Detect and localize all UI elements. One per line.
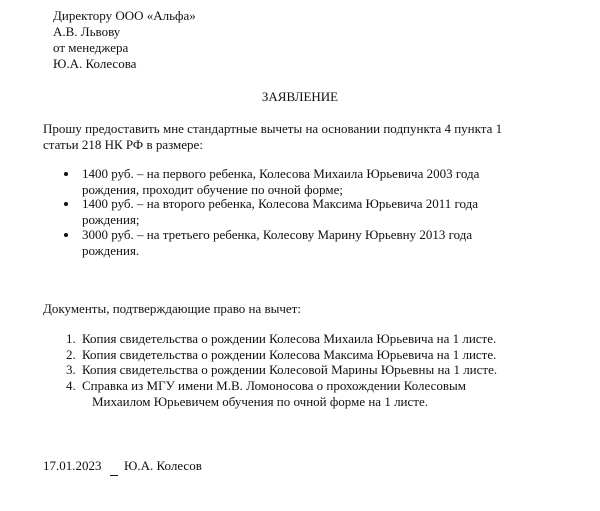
addressee-line-2: А.В. Львову (53, 24, 121, 39)
signature-line (110, 475, 118, 476)
sender-line-1: от менеджера (53, 40, 129, 55)
intro-line-1: Прошу предоставить мне стандартные вычеты на основании подпункта 4 пункта 1 (43, 121, 503, 136)
document-number-2: 2. (66, 347, 76, 362)
document-number-3: 3. (66, 362, 76, 377)
document-item-4-cont: Михаилом Юрьевичем обучения по очной форме на 1 листе. (92, 394, 428, 409)
document-item-3: Копия свидетельства о рождении Колесовой Марины Юрьевны на 1 листе. (82, 362, 498, 377)
deduction-item-3: 3000 руб. – на третьего ребенка, Колесову Марину Юрьевну 2013 года (82, 227, 473, 242)
signature-name: Ю.А. Колесов (124, 458, 202, 473)
deduction-item-1-cont: рождения, проходит обучение по очной форме; (82, 182, 343, 197)
signature-date: 17.01.2023 (43, 458, 102, 473)
deduction-item-3-cont: рождения. (82, 243, 140, 258)
addressee-line-1: Директору ООО «Альфа» (53, 8, 196, 23)
sender-line-2: Ю.А. Колесова (53, 56, 137, 71)
deduction-item-2-cont: рождения; (82, 212, 140, 227)
document-number-1: 1. (66, 331, 76, 346)
deduction-item-2: 1400 руб. – на второго ребенка, Колесова Максима Юрьевича 2011 года (82, 196, 479, 211)
intro-line-2: статьи 218 НК РФ в размере: (43, 137, 203, 152)
document-item-4: Справка из МГУ имени М.В. Ломоносова о прохождении Колесовым (82, 378, 467, 393)
document-title: ЗАЯВЛЕНИЕ (261, 89, 339, 104)
document-item-1: Копия свидетельства о рождении Колесова Михаила Юрьевича на 1 листе. (82, 331, 497, 346)
documents-heading: Документы, подтверждающие право на вычет: (43, 301, 301, 316)
document-item-2: Копия свидетельства о рождении Колесова Максима Юрьевича на 1 листе. (82, 347, 497, 362)
deduction-item-1: 1400 руб. – на первого ребенка, Колесова Михаила Юрьевича 2003 года (82, 166, 480, 181)
document-number-4: 4. (66, 378, 76, 393)
